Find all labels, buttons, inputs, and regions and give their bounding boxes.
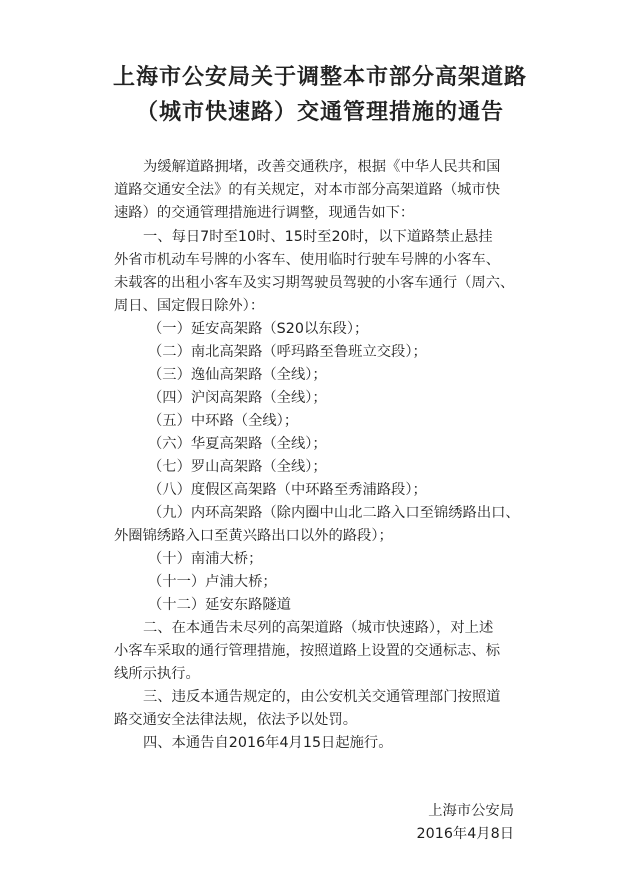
issuer-name: 上海市公安局: [428, 803, 514, 819]
intro-line: 道路交通安全法》的有关规定，对本市部分高架道路（城市快: [114, 182, 501, 198]
road-list-item: （四）沪闵高架路（全线）；: [148, 390, 327, 406]
road-list-item: （三）逸仙高架路（全线）；: [148, 367, 327, 383]
road-list-item: （一）延安高架路（S20以东段）；: [148, 321, 369, 337]
section-2-line: 小客车采取的通行管理措施，按照道路上设置的交通标志、标: [114, 643, 501, 659]
section-3-line: 三、违反本通告规定的，由公安机关交通管理部门按照道: [143, 689, 501, 705]
road-list-item: （七）罗山高架路（全线）；: [148, 459, 327, 475]
road-list-item: （六）华夏高架路（全线）；: [148, 436, 327, 452]
section-2-line: 线所示执行。: [114, 666, 200, 682]
intro-line: 为缓解道路拥堵，改善交通秩序，根据《中华人民共和国: [143, 159, 501, 175]
road-list-item: （二）南北高架路（呼玛路至鲁班立交段）；: [148, 344, 427, 360]
section-1-line: 未载客的出租小客车及实习期驾驶员驾驶的小客车通行（周六、: [114, 275, 515, 291]
road-list-item: （九）内环高架路（除内圈中山北二路入口至锦绣路出口、: [148, 505, 520, 521]
section-2-line: 二、在本通告未尽列的高架道路（城市快速路），对上述: [143, 620, 494, 636]
road-list-item: （十）南浦大桥；: [148, 551, 263, 567]
section-3-line: 路交通安全法律法规，依法予以处罚。: [114, 712, 358, 728]
road-list-item: （十一）卢浦大桥；: [148, 574, 277, 590]
road-list-item: （八）度假区高架路（中环路至秀浦路段）；: [148, 482, 427, 498]
section-1-line: 周日、国定假日除外）：: [114, 298, 265, 314]
notice-title-line-2: （城市快速路）交通管理措施的通告: [135, 100, 504, 125]
section-4-line: 四、本通告自2016年4月15日起施行。: [143, 735, 393, 751]
section-1-line: 一、每日7时至10时、15时至20时，以下道路禁止悬挂: [143, 229, 493, 245]
road-list-item-continued: 外圈锦绣路入口至黄兴路出口以外的路段）；: [114, 528, 393, 544]
intro-line: 速路）的交通管理措施进行调整，现通告如下：: [114, 205, 415, 221]
notice-title-line-1: 上海市公安局关于调整本市部分高架道路: [112, 65, 527, 90]
issue-date: 2016年4月8日: [416, 826, 514, 842]
road-list-item: （十二）延安东路隧道: [148, 597, 291, 613]
road-list-item: （五）中环路（全线）；: [148, 413, 299, 429]
section-1-line: 外省市机动车号牌的小客车、使用临时行驶车号牌的小客车、: [114, 252, 501, 268]
